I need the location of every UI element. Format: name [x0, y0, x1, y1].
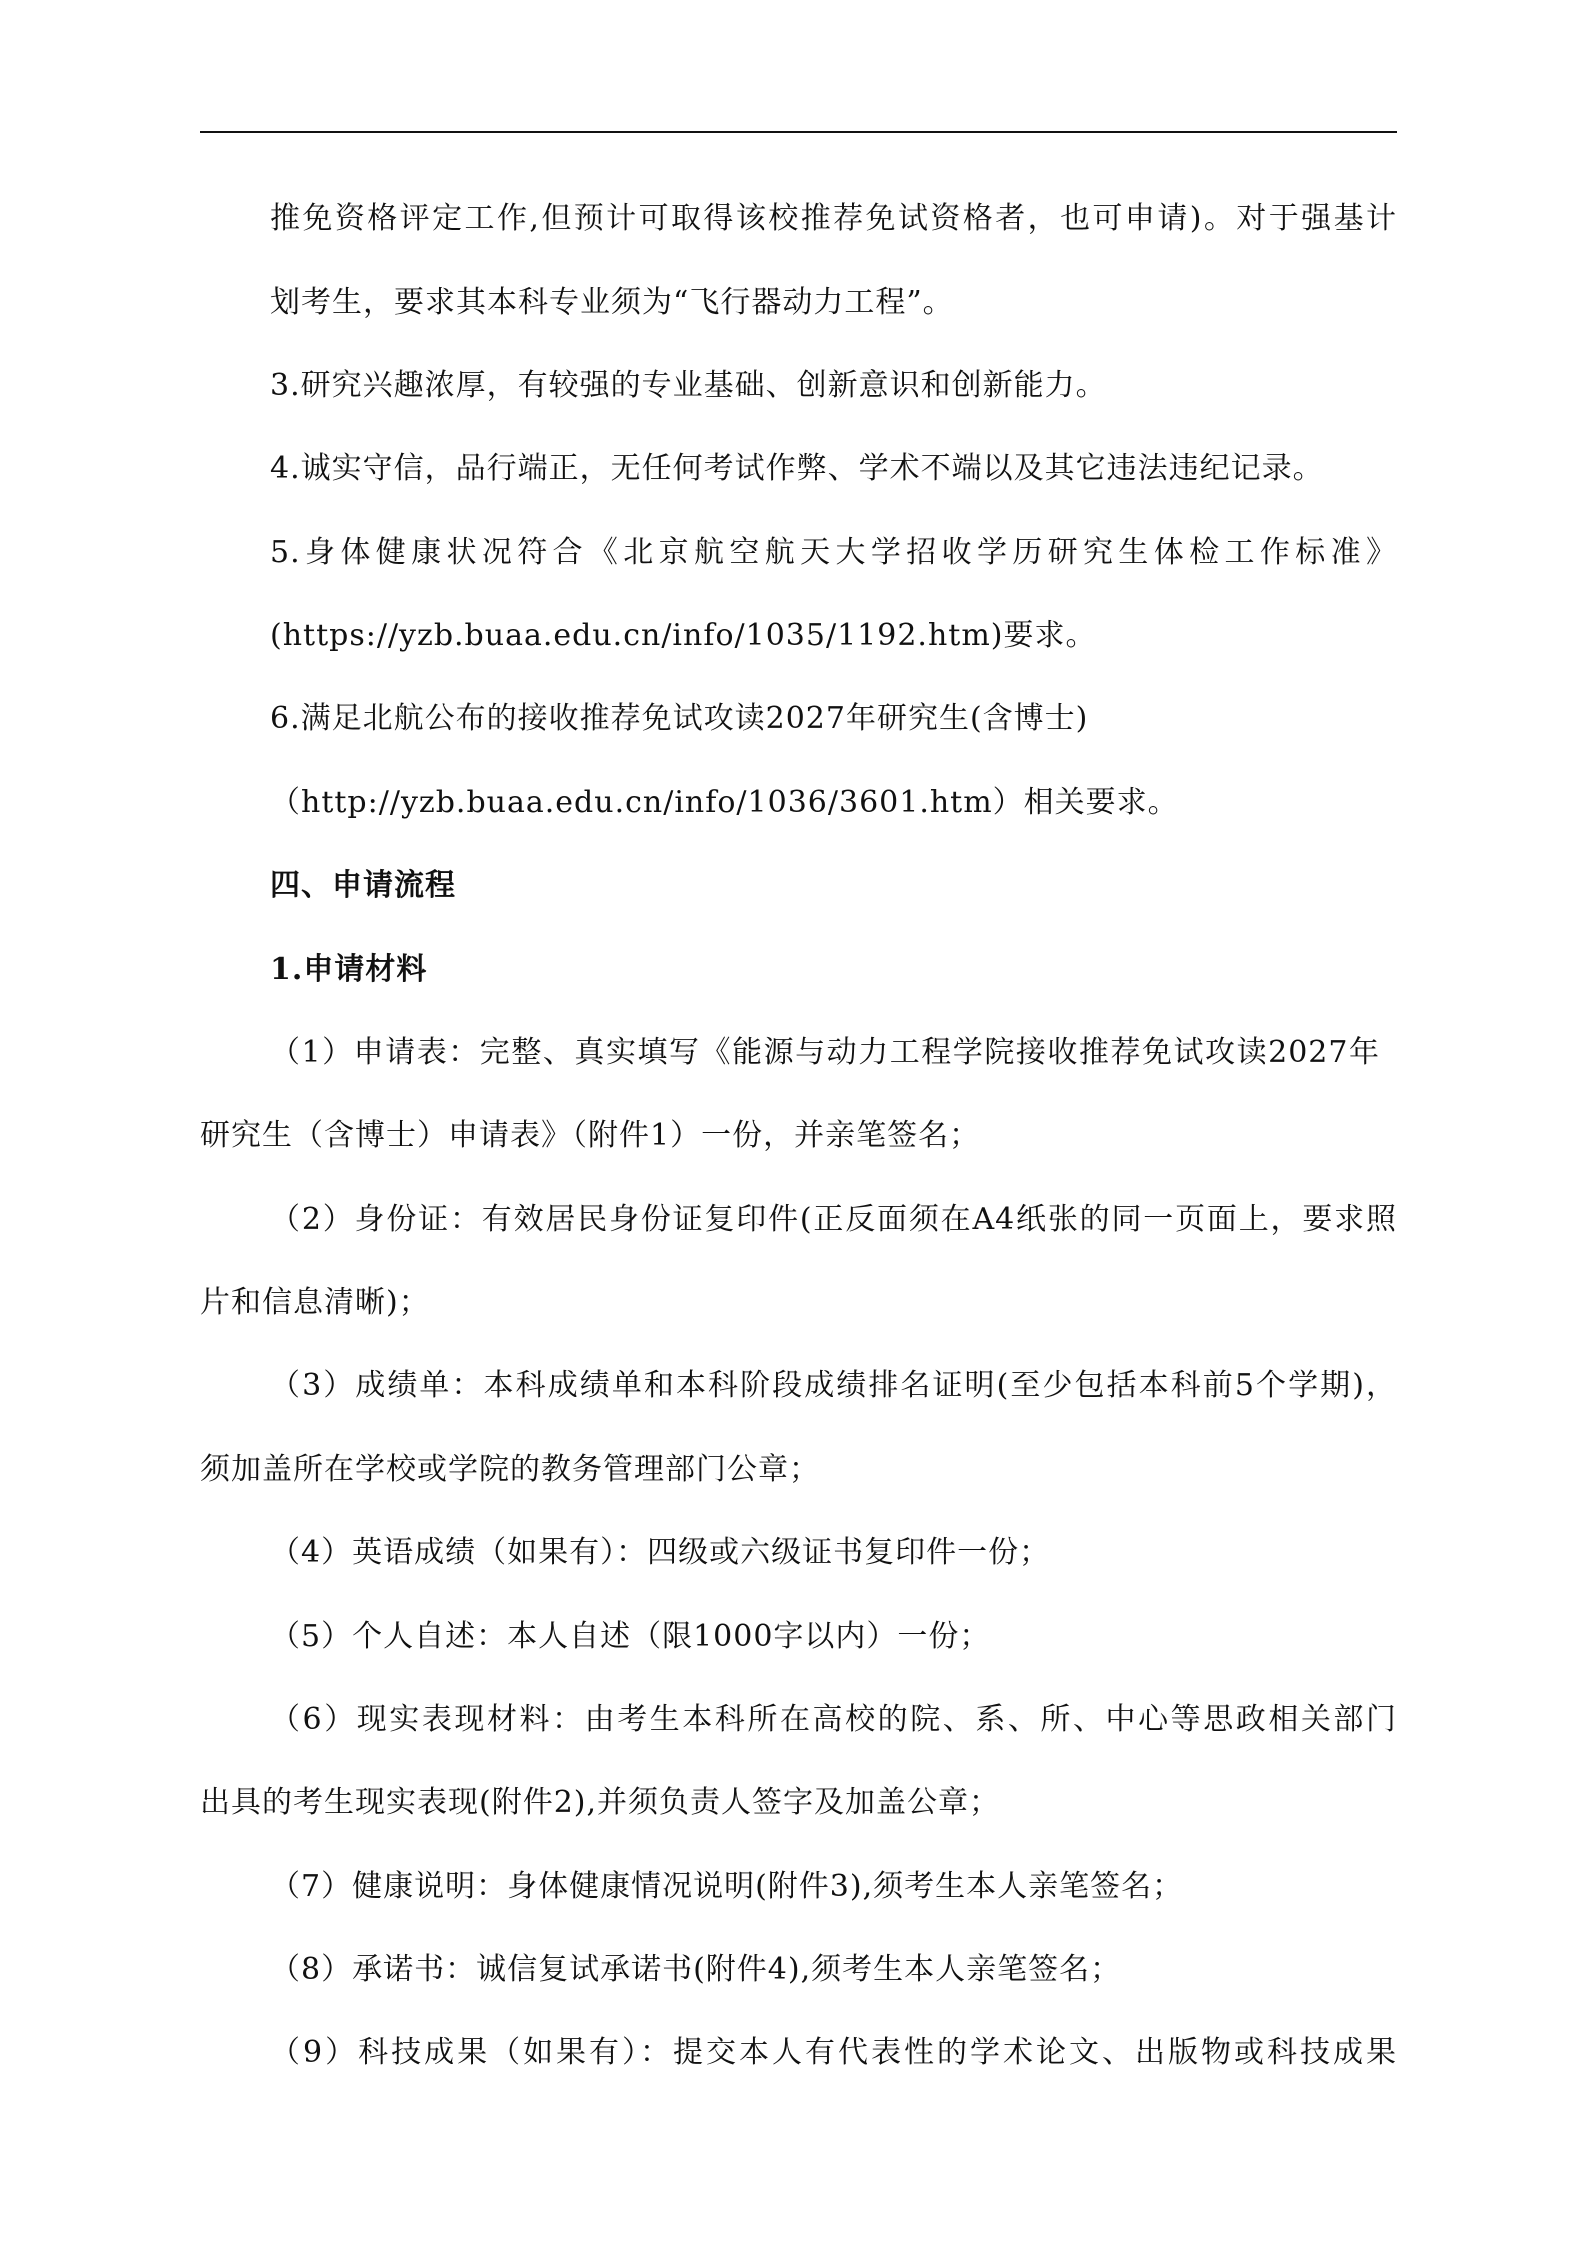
paragraph-line: （2）身份证：有效居民身份证复印件(正反面须在A4纸张的同一页面上，要求照 [270, 1202, 1397, 1237]
paragraph-line: （http://yzb.buaa.edu.cn/info/1036/3601.htm）相关要求。 [270, 785, 1179, 820]
subsection-heading: 1.申请材料 [270, 952, 428, 987]
paragraph-line: 5.身体健康状况符合《北京航空航天大学招收学历研究生体检工作标准》 [270, 535, 1397, 570]
paragraph-line: （1）申请表：完整、真实填写《能源与动力工程学院接收推荐免试攻读2027年 [270, 1035, 1380, 1070]
paragraph-line: 须加盖所在学校或学院的教务管理部门公章； [200, 1452, 820, 1487]
paragraph-line: 研究生（含博士）申请表》（附件1）一份，并亲笔签名； [200, 1118, 981, 1153]
paragraph-line: 4.诚实守信，品行端正，无任何考试作弊、学术不端以及其它违法违纪记录。 [270, 451, 1324, 486]
paragraph-line: 片和信息清晰)； [200, 1285, 430, 1320]
paragraph-line: （9）科技成果（如果有）：提交本人有代表性的学术论文、出版物或科技成果 [270, 2035, 1397, 2070]
section-heading: 四、申请流程 [270, 868, 456, 903]
paragraph-line: （8）承诺书：诚信复试承诺书(附件4),须考生本人亲笔签名； [270, 1952, 1122, 1987]
paragraph-line: 划考生，要求其本科专业须为“飞行器动力工程”。 [270, 285, 954, 320]
header-rule [200, 131, 1397, 133]
paragraph-line: 推免资格评定工作,但预计可取得该校推荐免试资格者，也可申请)。对于强基计 [270, 201, 1397, 236]
paragraph-line: （4）英语成绩（如果有）：四级或六级证书复印件一份； [270, 1535, 1051, 1570]
paragraph-line: 出具的考生现实表现(附件2),并须负责人签字及加盖公章； [200, 1785, 1001, 1820]
paragraph-line: （6）现实表现材料：由考生本科所在高校的院、系、所、中心等思政相关部门 [270, 1702, 1397, 1737]
paragraph-line: 6.满足北航公布的接收推荐免试攻读2027年研究生(含博士) [270, 701, 1089, 736]
paragraph-line: （5）个人自述：本人自述（限1000字以内）一份； [270, 1619, 991, 1654]
paragraph-line: （7）健康说明：身体健康情况说明(附件3),须考生本人亲笔签名； [270, 1869, 1184, 1904]
paragraph-line: 3.研究兴趣浓厚，有较强的专业基础、创新意识和创新能力。 [270, 368, 1107, 403]
paragraph-line: (https://yzb.buaa.edu.cn/info/1035/1192.htm)要求。 [270, 618, 1097, 653]
paragraph-line: （3）成绩单：本科成绩单和本科阶段成绩排名证明(至少包括本科前5个学期)， [270, 1368, 1397, 1403]
